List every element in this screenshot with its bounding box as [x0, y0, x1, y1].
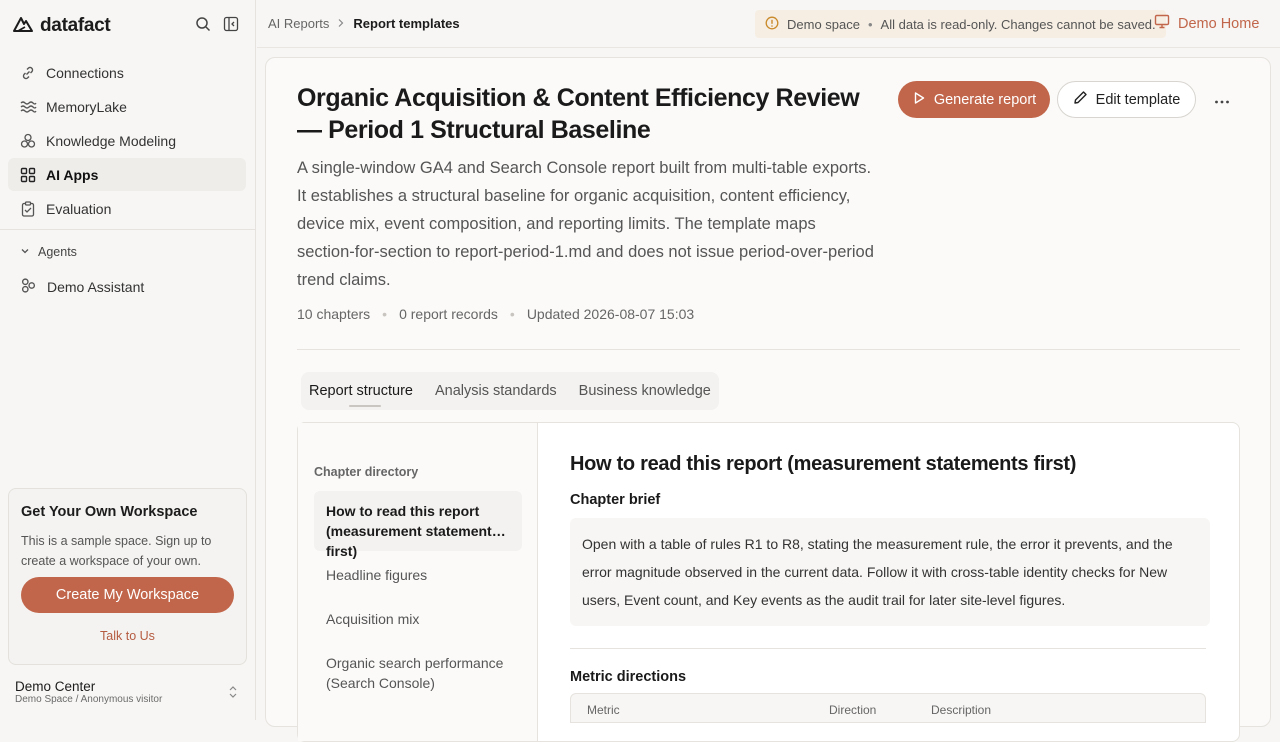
chapter-divider	[570, 648, 1206, 649]
report-description: A single-window GA4 and Search Console report built from multi-table exports. It establishes a structural baseline for organic acquisition, content efficiency, device mix, event composition, and reporting limits. The template maps section-for-section to report-period-1.md and does not issue period-over-period trend claims.	[297, 159, 874, 289]
chapter-item[interactable]	[314, 599, 522, 639]
link-icon	[20, 65, 36, 81]
chapter-item-label: How to read this report (measurement statements first)	[326, 503, 500, 559]
nav-label: Evaluation	[46, 200, 112, 217]
clipboard-icon	[20, 201, 36, 217]
edit-template-button[interactable]	[1057, 81, 1196, 118]
workspace-promo	[8, 488, 247, 665]
tab-bar	[301, 372, 719, 410]
tab-business-knowledge[interactable]: Business knowledge	[578, 383, 711, 399]
chevron-right-icon	[337, 16, 345, 31]
agent-label: Demo Assistant	[47, 279, 145, 295]
nav-label: AI Apps	[46, 166, 99, 183]
pencil-icon	[1073, 90, 1088, 109]
main-nav	[8, 56, 246, 226]
space-switcher[interactable]	[15, 679, 162, 705]
updated-time: Updated 2026-08-07 15:03	[526, 306, 695, 322]
search-icon[interactable]	[195, 16, 211, 32]
breadcrumb-parent[interactable]: AI Reports	[268, 16, 330, 31]
record-count: 0 report records	[399, 306, 498, 322]
chapter-item-label: Organic search performance (Search Console)	[326, 655, 504, 691]
agents-label: Agents	[38, 245, 77, 259]
chapter-directory	[298, 423, 538, 741]
cluster-icon	[20, 133, 36, 149]
column-header-metric: Metric	[587, 703, 620, 717]
tab-report-structure[interactable]: Report structure	[309, 372, 413, 410]
chapter-brief: Open with a table of rules R1 to R8, stating the measurement rule, the error it prevents, and the error magnitude observed in the current data. Follow it with cross-table identity checks for New users, Event count, and Key events as the audit trail for later site-level figures.	[570, 518, 1210, 626]
logo-mark-icon	[12, 15, 34, 38]
chapter-brief-label: Chapter brief	[570, 492, 661, 508]
section-divider	[297, 349, 1240, 350]
talk-to-us-link[interactable]: Talk to Us	[100, 629, 155, 643]
space-sub: Demo Space / Anonymous visitor	[15, 694, 163, 705]
chapter-item[interactable]	[314, 491, 522, 559]
collapse-sidebar-icon[interactable]	[223, 16, 239, 32]
nav-item-ai-apps[interactable]	[8, 158, 246, 191]
nav-item-connections[interactable]	[8, 56, 246, 89]
demo-home-link[interactable]	[1154, 14, 1259, 33]
promo-text: This is a sample space. Sign up to create a workspace of your own.	[21, 534, 212, 568]
info-icon	[765, 16, 779, 33]
breadcrumb	[268, 16, 460, 31]
demo-home-label: Demo Home	[1178, 15, 1260, 32]
nav-label: Connections	[46, 64, 124, 81]
create-workspace-button[interactable]: Create My Workspace	[21, 577, 234, 613]
nav-label: MemoryLake	[46, 98, 127, 115]
chapter-title: How to read this report (measurement statements first)	[570, 453, 1077, 475]
chevron-up-down-icon[interactable]	[228, 685, 238, 699]
sidebar	[0, 0, 256, 720]
notice-space: Demo space	[787, 16, 860, 32]
grid-icon	[20, 167, 36, 183]
logo-text: datafact	[40, 15, 111, 36]
chapter-item[interactable]	[314, 643, 522, 703]
report-template-card	[265, 57, 1271, 727]
breadcrumb-current: Report templates	[353, 16, 460, 31]
meta-separator: •	[382, 306, 388, 322]
read-only-notice	[755, 10, 1166, 38]
chapter-count: 10 chapters	[297, 306, 371, 322]
chapter-item[interactable]	[314, 555, 522, 595]
top-bar	[257, 0, 1280, 48]
nav-item-evaluation[interactable]	[8, 192, 246, 225]
more-horizontal-icon	[1214, 91, 1230, 109]
more-options-button[interactable]	[1210, 88, 1234, 112]
agent-item-demo-assistant[interactable]	[20, 277, 144, 297]
chevron-down-icon	[20, 245, 30, 259]
metric-directions-table-header	[570, 693, 1206, 723]
monitor-icon	[1154, 14, 1170, 33]
chapter-list	[314, 491, 522, 707]
page-title: Organic Acquisition & Content Efficiency Review — Period 1 Structural Baseline	[297, 84, 860, 144]
logo[interactable]	[12, 14, 110, 38]
chapter-item-label: Acquisition mix	[326, 611, 420, 627]
metric-directions-label: Metric directions	[570, 669, 687, 685]
chapter-directory-heading: Chapter directory	[314, 465, 419, 479]
agents-toggle[interactable]	[20, 245, 77, 259]
sidebar-divider	[0, 229, 256, 230]
chapter-item-label: Headline figures	[326, 567, 428, 583]
nav-label: Knowledge Modeling	[46, 132, 176, 149]
meta-separator: •	[509, 306, 515, 322]
chapter-content	[570, 453, 1210, 723]
waves-icon	[20, 99, 36, 115]
column-header-description: Description	[931, 703, 992, 717]
report-structure-panel	[297, 422, 1240, 742]
notice-separator: •	[867, 16, 873, 32]
report-meta	[297, 306, 694, 322]
generate-report-button[interactable]	[898, 81, 1050, 118]
generate-report-label: Generate report	[933, 91, 1037, 108]
notice-text: All data is read-only. Changes cannot be saved.	[880, 16, 1156, 32]
play-icon	[912, 91, 926, 109]
agent-icon	[20, 277, 37, 297]
nav-item-knowledge-modeling[interactable]	[8, 124, 246, 157]
tab-analysis-standards[interactable]: Analysis standards	[434, 383, 557, 399]
promo-title: Get Your Own Workspace	[21, 504, 198, 520]
column-header-direction: Direction	[829, 703, 877, 717]
nav-item-memorylake[interactable]	[8, 90, 246, 123]
space-name: Demo Center	[15, 679, 96, 694]
edit-template-label: Edit template	[1095, 91, 1181, 108]
